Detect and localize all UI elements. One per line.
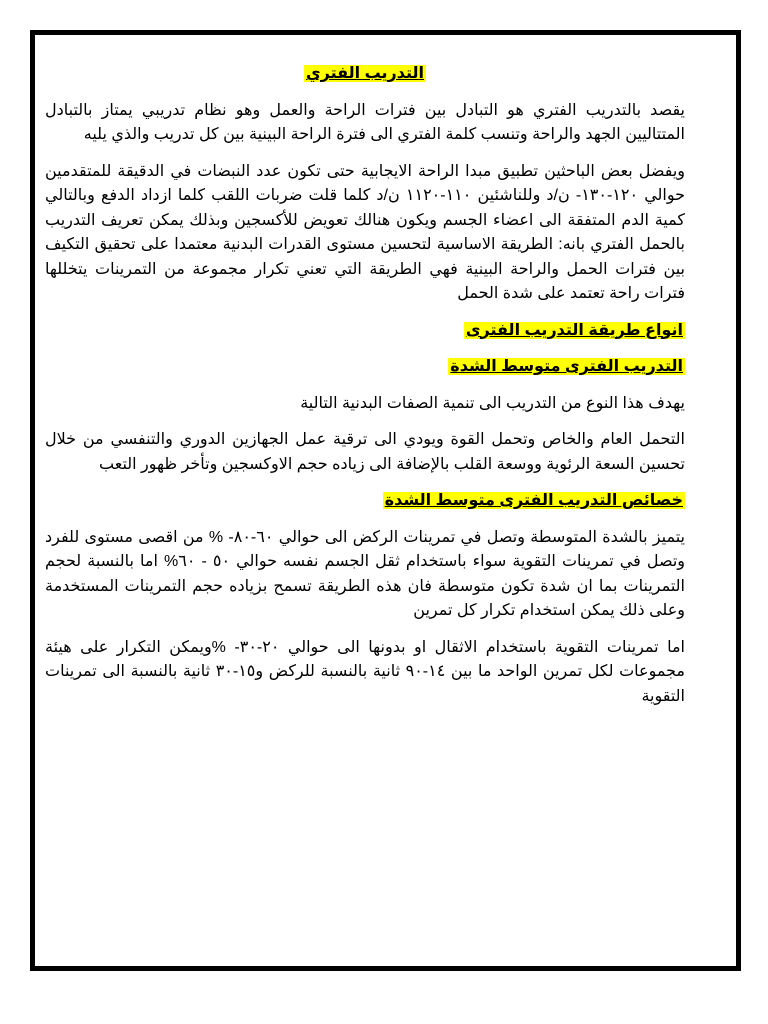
paragraph-definition: يقصد بالتدريب الفتري هو التبادل بين فترات الراحة والعمل وهو نظام تدريبي يمتاز بالتبادل المتتاليين الجهد والراحة وتنسب كلمة الفتري الى فترة الراحة البينية بين كل تدريب والذي يليه xyxy=(45,101,685,143)
heading-medium-intensity-row xyxy=(45,355,685,380)
heading-medium-intensity: التدريب الفترى متوسط الشدة xyxy=(450,358,683,375)
paragraph-positive-rest: ويفضل بعض الباحثين تطبيق مبدا الراحة الايجابية حتى تكون عدد النبضات في الدقيقة للمتقدمين حوالي ١٢٠-١٣٠- ن/د وللناشئين ١١٠-١١٢٠ ن/د كلما قلت ضربات اللقب كلما ازداد الدفع وبالتالي كمية الدم المتفقة الى اعضاء الجسم ويكون هنالك تعويض للأكسجين وبذلك يمكن تعريف التدريب بالحمل الفتري بانه: الطريقة الاساسية لتحسين مستوى القدرات البدنية معتمدا على تحقيق التكيف بين فترات الحمل والراحة البينية فهي الطريقة التي تعني تكرار مجموعة من التمرينات يتخللها فترات راحة تعتمد على شدة الحمل xyxy=(45,162,686,302)
paragraph-features-strength: اما تمرينات التقوية باستخدام الاثقال او بدونها الى حوالي ٢٠-٣٠- %ويمكن التكرار على هيئة مجموعات لكل تمرين الواحد ما بين ١٤-٩٠ ثانية بالنسبة للركض و١٥-٣٠ ثانية بالنسبة الى تمرينات التقوية xyxy=(45,638,685,705)
paragraph-endurance: التحمل العام والخاص وتحمل القوة ويودي الى ترقية عمل الجهازين الدوري والتنفسي من خلال تحسين السعة الرئوية ووسعة القلب بالإضافة الى زياده حجم الاوكسجين وتأخر ظهور التعب xyxy=(45,431,685,473)
heading-types: انواع طريقة التدريب الفترى xyxy=(465,321,683,339)
heading-types-row xyxy=(45,319,685,344)
paragraph-goal: يهدف هذا النوع من التدريب الى تنمية الصفات البدنية التالية xyxy=(300,394,685,412)
document-title-row xyxy=(45,62,685,87)
heading-features: خصائص التدريب الفترى متوسط الشدة xyxy=(384,492,683,509)
paragraph-features-intensity: يتميز بالشدة المتوسطة وتصل في تمرينات الركض الى حوالي ٦٠-٨٠- % من اقصى مستوى للفرد وتصل في تمرينات التقوية سواء باستخدام ثقل الجسم نفسه حوالي ٥٠ - ٦٠% اما بالنسبة لحجم التمرينات بما ان شدة تكون متوسطة فان هذه الطريقة تسمح بزياده حجم التمرينات المستخدمة وعلى ذلك يمكن استخدام تكرار كل تمرين xyxy=(45,528,686,619)
heading-features-row xyxy=(45,489,685,514)
document-title: التدريب الفتري xyxy=(305,65,425,82)
document-body xyxy=(45,62,685,721)
